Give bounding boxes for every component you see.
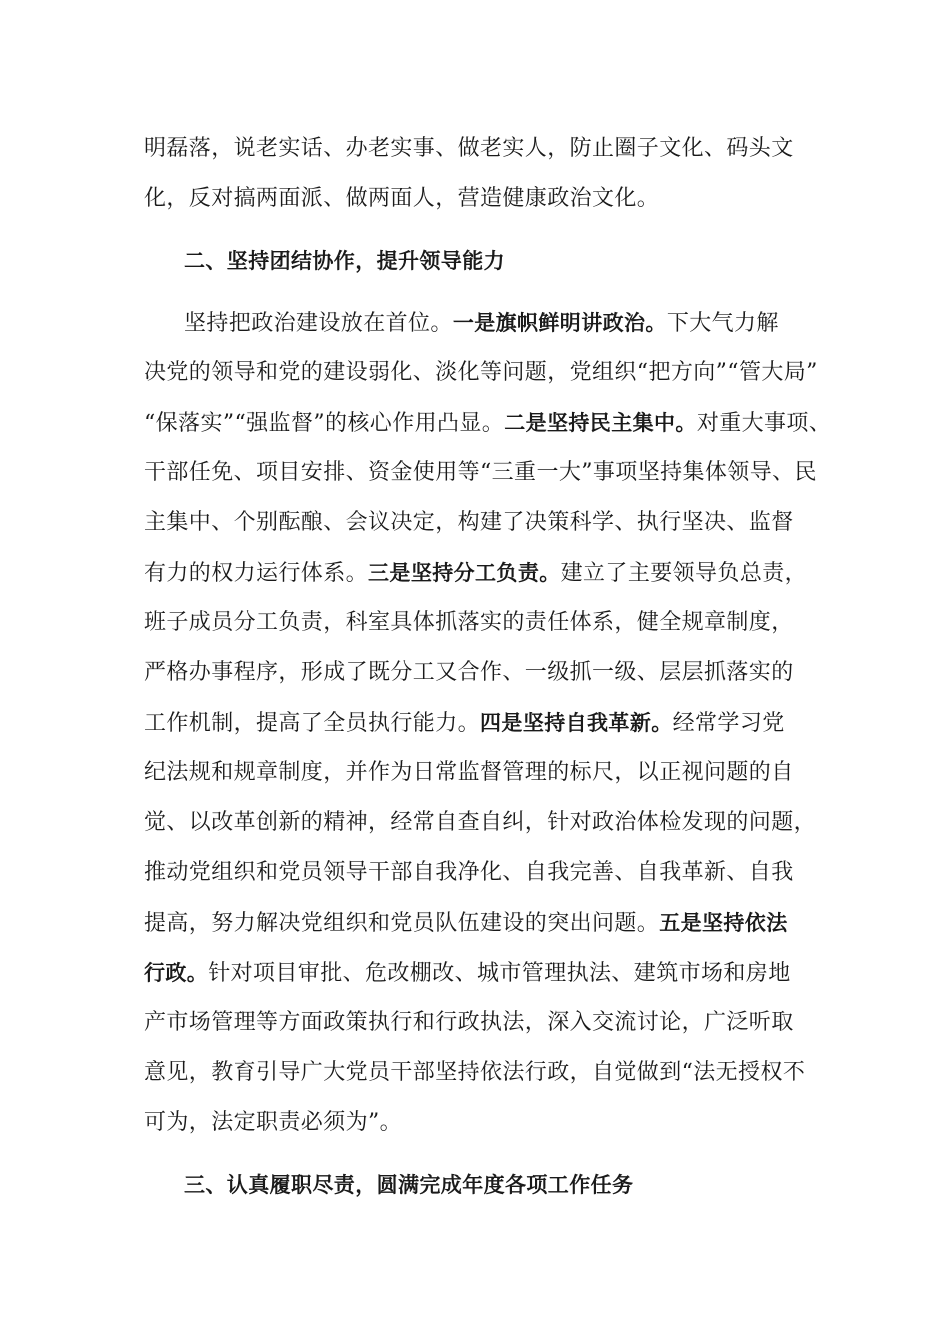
- text-run: 班子成员分工负责，科室具体抓落实的责任体系，健全规章制度，: [144, 610, 794, 635]
- body-text-line: [144, 1048, 830, 1098]
- document-page: [144, 124, 830, 1210]
- body-text-line: [144, 948, 830, 998]
- text-run: 严格办事程序，形成了既分工又合作、一级抓一级、层层抓落实的: [144, 660, 794, 685]
- body-text-line: [144, 898, 830, 948]
- body-text-line: [144, 998, 830, 1048]
- body-text-line: 明磊落，说老实话、办老实事、做老实人，防止圈子文化、码头文: [144, 136, 794, 161]
- body-text-line: [144, 548, 830, 598]
- body-text-line: [144, 798, 830, 848]
- bold-lead-phrase: 三是坚持分工负责。: [368, 561, 561, 585]
- body-text-line: [144, 448, 830, 498]
- text-run: 意见，教育引导广大党员干部坚持依法行政，自觉做到“法无授权不: [144, 1060, 806, 1085]
- text-run: 干部任免、项目安排、资金使用等“三重一大”事项坚持集体领导、民: [144, 460, 817, 485]
- text-run: 工作机制，提高了全员执行能力。: [144, 711, 481, 736]
- section-2-body: [144, 298, 830, 1148]
- text-run: 经常学习党: [672, 711, 785, 736]
- text-run: “保落实”“强监督”的核心作用凸显。: [144, 411, 505, 436]
- body-text-line: [144, 598, 830, 648]
- bold-lead-phrase: 五是坚持依法: [659, 911, 788, 935]
- text-run: 提高，努力解决党组织和党员队伍建设的突出问题。: [144, 911, 660, 936]
- text-run: 产市场管理等方面政策执行和行政执法，深入交流讨论，广泛听取: [144, 1010, 794, 1035]
- body-text-line: [144, 1098, 830, 1148]
- body-text-line: [144, 698, 830, 748]
- body-text-line: [144, 398, 830, 448]
- text-run: 对重大事项、: [696, 411, 832, 436]
- bold-lead-phrase: 二是坚持民主集中。: [504, 411, 697, 435]
- text-run: 纪法规和规章制度，并作为日常监督管理的标尺，以正视问题的自: [144, 760, 794, 785]
- text-run: 针对项目审批、危改棚改、城市管理执法、建筑市场和房地: [208, 961, 791, 986]
- section-heading: 三、认真履职尽责，圆满完成年度各项工作任务: [184, 1173, 634, 1197]
- bold-lead-phrase: 一是旗帜鲜明讲政治。: [452, 311, 667, 335]
- text-run: 有力的权力运行体系。: [144, 561, 369, 586]
- text-run: 下大气力解: [666, 311, 779, 336]
- text-run: 推动党组织和党员领导干部自我净化、自我完善、自我革新、自我: [144, 860, 794, 885]
- body-text-line: [144, 648, 830, 698]
- body-text-line: [144, 498, 830, 548]
- body-text-line: [144, 748, 830, 798]
- bold-lead-phrase: 行政。: [144, 961, 209, 985]
- text-run: 觉、以改革创新的精神，经常自查自纠，针对政治体检发现的问题，: [144, 810, 817, 835]
- body-text-line: [144, 848, 830, 898]
- text-run: 建立了主要领导负总责，: [560, 561, 808, 586]
- text-run: 坚持把政治建设放在首位。: [184, 311, 453, 336]
- body-text-line: [144, 298, 830, 348]
- section-heading: 二、坚持团结协作，提升领导能力: [184, 249, 505, 273]
- text-run: 决党的领导和党的建设弱化、淡化等问题，党组织“把方向”“管大局”: [144, 360, 818, 385]
- text-run: 可为，法定职责必须为”。: [144, 1110, 403, 1135]
- body-text-line: 化，反对搞两面派、做两面人，营造健康政治文化。: [144, 186, 660, 211]
- body-text-line: [144, 348, 830, 398]
- bold-lead-phrase: 四是坚持自我革新。: [480, 711, 673, 735]
- text-run: 主集中、个别酝酿、会议决定，构建了决策科学、执行坚决、监督: [144, 510, 794, 535]
